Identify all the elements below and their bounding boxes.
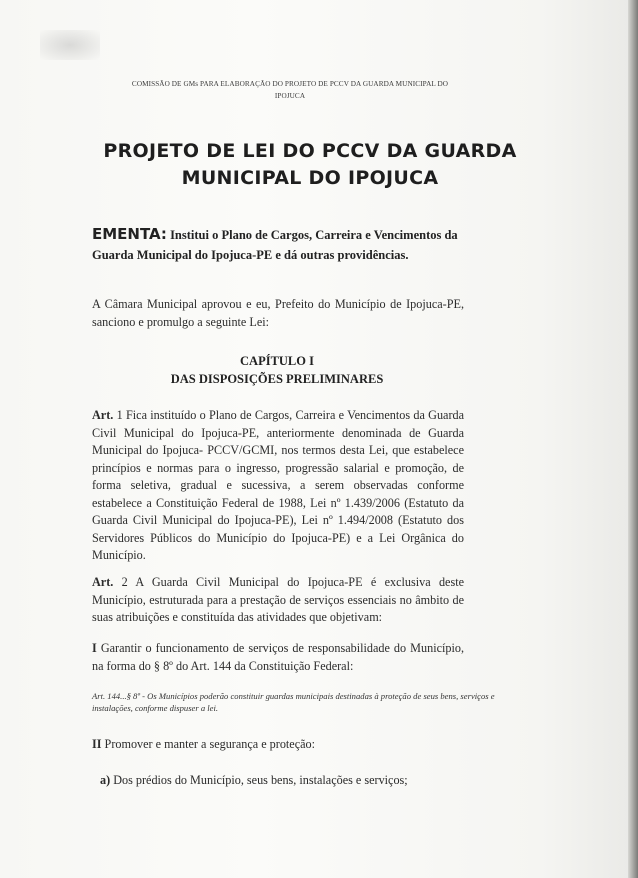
page-edge-shadow: [628, 0, 638, 878]
title-line-1: PROJETO DE LEI DO PCCV DA GUARDA: [103, 140, 517, 162]
article-2-text: A Guarda Civil Municipal do Ipojuca-PE é exclusiva deste Município, estruturada para a prestação de serviços essenciais no âmbito de suas atribuições e constituída das atividades que objetivam:: [92, 575, 464, 624]
scan-smudge: [40, 30, 100, 60]
item-i-text: Garantir o funcionamento de serviços de responsabilidade do Município, na forma do § 8º do Art. 144 da Constituição Federal:: [92, 641, 464, 673]
item-ii-label: II: [92, 737, 102, 751]
article-2-label: Art.: [92, 575, 114, 589]
chapter-number: CAPÍTULO I: [240, 354, 314, 368]
item-i-label: I: [92, 641, 97, 655]
article-1-text: Fica instituído o Plano de Cargos, Carreira e Vencimentos da Guarda Civil Municipal do Ipojuca-PE, anteriormente denominada de Guarda Municipal do Ipojuca- PCCV/GCMI, nos termos desta Lei, que estabelece princípios e normas para o ingresso, progressão salarial e promoção, de forma seletiva, gradual e sucessiva, a serem observadas conforme estabelece a Constituição Federal de 1988, Lei nº 1.439/2006 (Estatuto da Guarda Civil Municipal do Ipojuca-PE), Lei nº 1.494/2008 (Estatuto dos Servidores Públicos do Município do Ipojuca-PE) e a Lei Orgânica do Município.: [92, 408, 465, 562]
title-line-2: MUNICIPAL DO IPOJUCA: [181, 167, 439, 189]
commission-header: [90, 78, 490, 102]
article-1: [92, 407, 464, 565]
alinea-a-label: a): [100, 773, 111, 787]
commission-line-1: COMISSÃO DE GMs PARA ELABORAÇÃO DO PROJETO DE PCCV DA GUARDA MUNICIPAL DO: [131, 80, 449, 88]
article-1-number: 1: [116, 408, 123, 422]
article-2-number: 2: [121, 575, 128, 589]
alinea-a: [100, 772, 408, 789]
item-i: [92, 640, 464, 675]
article-1-label: Art.: [92, 408, 114, 422]
chapter-heading: [92, 352, 462, 388]
item-ii-text: Promover e manter a segurança e proteção:: [104, 737, 316, 751]
document-title: [60, 138, 560, 192]
commission-line-2: IPOJUCA: [274, 92, 306, 100]
chapter-name: DAS DISPOSIÇÕES PRELIMINARES: [170, 372, 384, 386]
article-2: [92, 574, 464, 627]
item-ii: [92, 736, 464, 754]
ementa-text: Institui o Plano de Cargos, Carreira e Vencimentos da Guarda Municipal do Ipojuca-PE e dá outras providências.: [92, 228, 458, 262]
ementa: [92, 224, 472, 265]
constitution-quote: Art. 144...§ 8º - Os Municípios poderão constituir guardas municipais destinadas à proteção de seus bens, serviços e instalações, conforme dispuser a lei.: [92, 691, 495, 713]
alinea-a-text: Dos prédios do Município, seus bens, instalações e serviços;: [113, 773, 408, 787]
ementa-label: EMENTA:: [92, 225, 167, 243]
preamble: A Câmara Municipal aprovou e eu, Prefeito do Município de Ipojuca-PE, sanciono e promulgo a seguinte Lei:: [92, 297, 464, 329]
